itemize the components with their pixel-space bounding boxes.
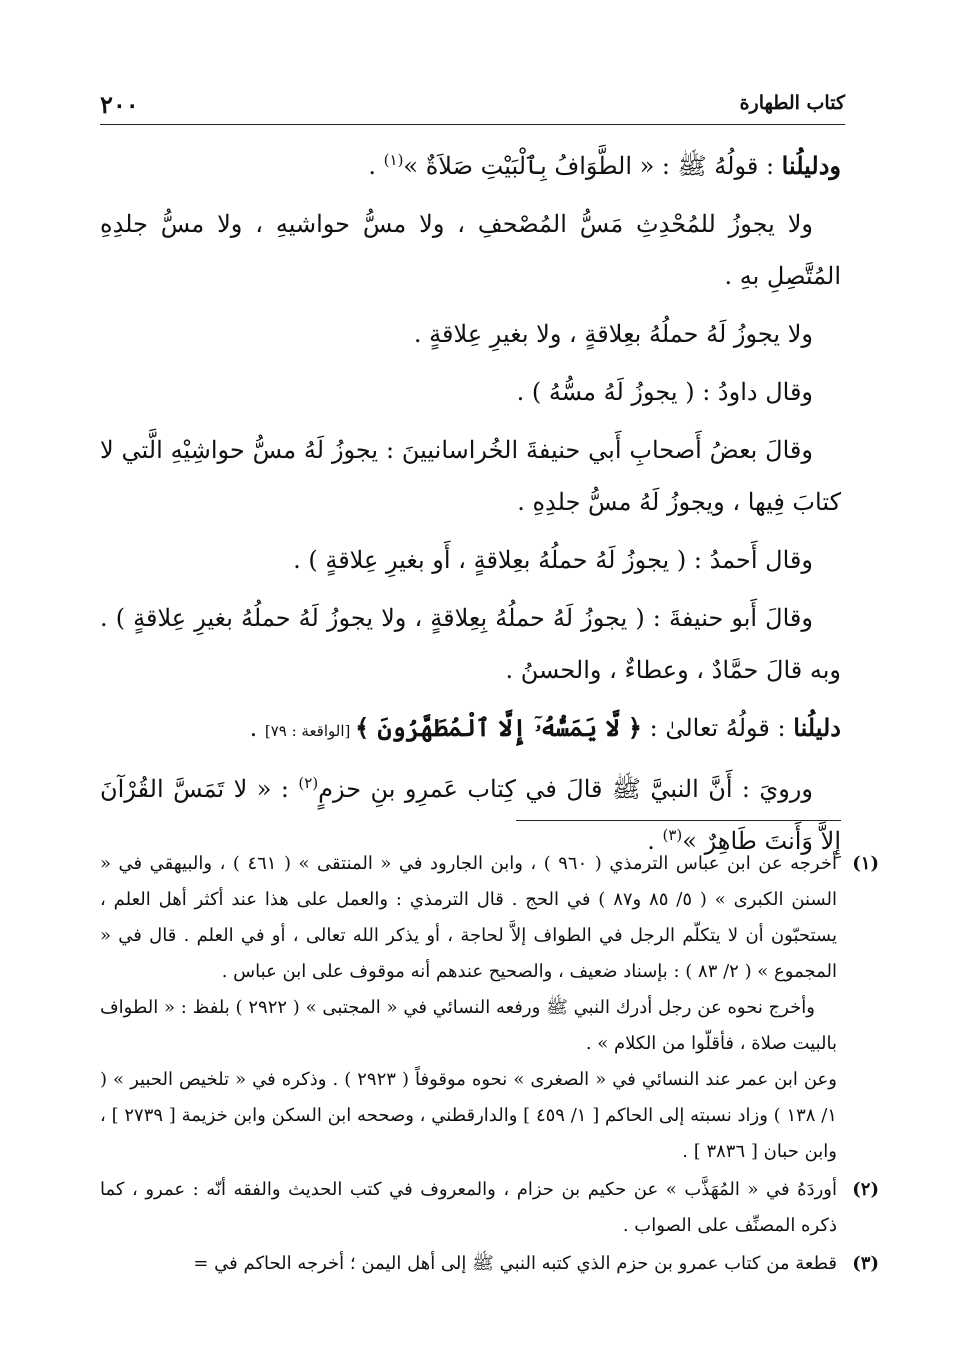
paragraph-4: وقال داودُ : ( يجوزُ لَهُ مسُّهُ ) . bbox=[516, 378, 813, 406]
paragraph-2: ولا يجوزُ للمُحْدِثِ مَسُّ المُصْحفِ ، ولا مسُّ حواشيهِ ، ولا مسُّ جلدِهِ المُتَّصِلِ بهِ . bbox=[100, 210, 841, 290]
footnote-number: (١) bbox=[852, 853, 879, 874]
footnote-ref-3[interactable]: (٣) bbox=[662, 826, 683, 844]
main-text bbox=[100, 140, 841, 873]
footnote-number: (٢) bbox=[852, 1179, 879, 1200]
paragraph-1-lead: ودليلُنا bbox=[781, 151, 841, 180]
paragraph-1 bbox=[100, 140, 841, 192]
paragraph-8-text: : قولُهُ تعالىٰ : bbox=[641, 714, 794, 742]
paragraph-9-text: ورويَ : أَنَّ النبيَّ ﷺ قالَ في كِتاب عَمرِو بنِ حزمٍ bbox=[318, 775, 813, 803]
footnotes bbox=[100, 846, 879, 1284]
paragraph-6: وقال أَحمدُ : ( يجوزُ لَهُ حملُهُ بعِلاقةٍ ، أَو بغيرِ عِلاقةٍ ) . bbox=[293, 546, 813, 574]
paragraph-8 bbox=[100, 702, 841, 757]
paragraph-7: وقالَ أَبو حنيفةَ : ( يجوزُ لَهُ حملُهُ بِعِلاقةٍ ، ولا يجوزُ لَهُ حملُهُ بغيرِ عِلاقةٍ ) . وبه قالَ حمَّادٌ ، وعطاءٌ ، والحسنُ . bbox=[100, 604, 841, 684]
verse-reference: [الواقعة : ٧٩] bbox=[264, 722, 356, 740]
running-header bbox=[100, 90, 845, 125]
book-title: كتاب الطهارة bbox=[739, 92, 845, 114]
paragraph-8-lead: دليلُنا bbox=[793, 713, 841, 742]
page-number: ٢٠٠ bbox=[100, 90, 139, 119]
footnote-number: (٣) bbox=[852, 1253, 879, 1274]
paragraph-1-text: : قولُهُ ﷺ : « الطَّوَافُ بِٱلْبَيْتِ صَلاَةٌ » bbox=[403, 152, 782, 180]
footnote-3-paragraph-1: قطعة من كتاب عمرو بن حزم الذي كتبه النبي ﷺ إلى أهل اليمن ؛ أخرجه الحاكم في = bbox=[193, 1253, 837, 1274]
footnote-body bbox=[100, 846, 837, 1170]
paragraph-8-tail: . bbox=[249, 714, 265, 742]
footnote-ref-2[interactable]: (٢) bbox=[298, 774, 319, 792]
footnote-1-paragraph-2: وأخرج نحوه عن رجل أدرك النبي ﷺ ورفعه النسائي في « المجتبى » ( ٢٩٢٢ ) بلفظ : « الطواف بالبيت صلاة ، فأقلّوا من الكلام » . bbox=[100, 997, 837, 1054]
paragraph-9-text-2: : « لا تَمَسَّ القُرْآنَ إِلاَّ وَأَنتَ طَاهِرٌ » bbox=[100, 775, 841, 855]
footnote-3 bbox=[100, 1246, 879, 1282]
paragraph-5: وقالَ بعضُ أَصحابِ أَبي حنيفةَ الخُراسانيينَ : يجوزُ لَهُ مسُّ حواشِيْهِ الَّتي لا كتابَ فِيها ، ويجوزُ لَهُ مسُّ جلدِهِ . bbox=[100, 436, 841, 516]
quran-verse: ﴿ لَّا يَمَسُّهُۥٓ إِلَّا ٱلْمُطَهَّرُونَ ﴾ bbox=[355, 713, 642, 742]
footnote-body bbox=[100, 1172, 837, 1244]
footnote-2-paragraph-1: أوردَهُ في « المُهَذَّب » عن حكيم بن حزام ، والمعروف في كتب الحديث والفقه أنّه : عمرو ، كما ذكره المصنِّف على الصواب . bbox=[100, 1179, 837, 1236]
footnote-2 bbox=[100, 1172, 879, 1244]
footnote-1-paragraph-1: أخرجه عن ابن عباس الترمذي ( ٩٦٠ ) ، وابن الجارود في « المنتقى » ( ٤٦١ ) ، والبيهقي في « السنن الكبرى » ( ٥/ ٨٥ و٨٧ ) في الحج . قال الترمذي : والعمل على هذا عند أكثر أهل العلم ، يستحبّون أن لا يتكلّم الرجل في الطواف إلاَّ لحاجة ، أو يذكر الله تعالى ، أو في العلم . قال في « المجموع » ( ٢/ ٨٣ ) : بإسناد ضعيف ، والصحيح عندهم أنه موقوف على ابن عباس . bbox=[100, 853, 837, 982]
footnote-1-paragraph-3: وعن ابن عمر عند النسائي في « الصغرى » نحوه موقوفاً ( ٢٩٢٣ ) . وذكره في « تلخيص الحبير » ( ١/ ١٣٨ ) وزاد نسبته إلى الحاكم [ ١/ ٤٥٩ ] والدارقطني ، وصححه ابن السكن وابن خزيمة [ ٢٧٣٩ ] ، وابن حبان [ ٣٨٣٦ ] . bbox=[100, 1069, 837, 1162]
footnote-ref-1[interactable]: (١) bbox=[383, 151, 404, 169]
footnote-body bbox=[100, 1246, 837, 1282]
paragraph-1-tail: . bbox=[368, 152, 384, 180]
footnote-divider bbox=[516, 820, 841, 821]
footnote-1 bbox=[100, 846, 879, 1170]
paragraph-9-tail: . bbox=[647, 827, 663, 855]
paragraph-3: ولا يجوزُ لَهُ حملُهُ بعِلاقةٍ ، ولا بغيرِ عِلاقةٍ . bbox=[413, 320, 813, 348]
